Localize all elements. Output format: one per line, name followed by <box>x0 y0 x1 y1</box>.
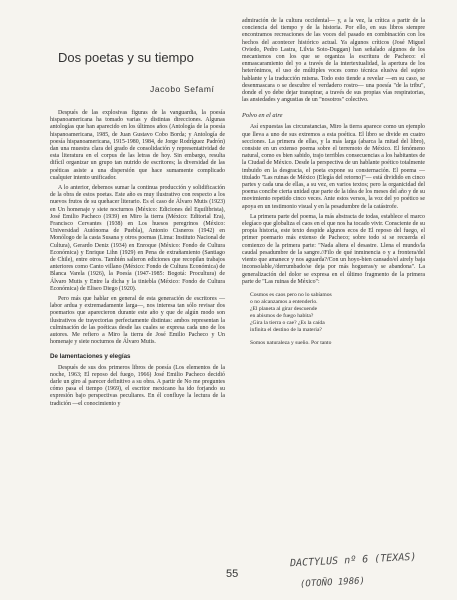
poem-excerpt <box>250 292 425 347</box>
section-heading: De lamentaciones y elegías <box>50 352 131 360</box>
poem-line: en abismos de fuego habita? <box>250 312 314 319</box>
body-paragraph: A lo anterior, debemos sumar la continua producción y solidificación de la obra de estos poetas. Este año es muy ilustrativo con respecto a los nuevos frutos de su quehacer literario. Es el caso de Álvaro Mutis (1923) en Un homenaje y siete nocturnos (México: Ediciones del Equilibrista), José Emilio Pacheco (1939) en Miro la tierra (México: Editorial Era), Francisco Cervantes (1938) en Los huesos peregrinos (México: Universidad Autónoma de Puebla), Antonio Cisneros (1942) en Monólogo de la casta Susana y otros poemas (Lima: Instituto Nacional de Cultura), Gerardo Deniz (1934) en Enroque (México: Fondo de Cultura Económica) y Enrique Lihn (1929) en Pena de extrañamiento (Santiago de Chile), entre otros. También salieron ediciones que recopilan trabajos anteriores como Canto villano (México: Fondo de Cultura Económica) de Blanca Varela (1926), la Poesía (1947-1985: Bogotá: Procultura) de Álvaro Mutis y Entre la dicha y la tiniebla (México: Fondo de Cultura Económica) de Eliseo Diego (1920). <box>50 185 225 292</box>
body-paragraph: Después de sus dos primeros libros de poesía (Los elementos de la noche, 1963; El reposo del fuego, 1966) José Emilio Pacheco decidió darle un giro al parecer definitivo a su obra. A partir de No me preguntes cómo pasa el tiempo (1969), el escritor mexicano ha ido forjando su expresión bajo perspectivas peculiares. En él confluye la lectura de la tradición —el conocimiento y <box>50 364 225 407</box>
handwritten-note: (OTOÑO 1986) <box>299 576 366 590</box>
poem-line: ¿El planeta al girar descuende <box>250 305 318 312</box>
handwritten-note: DACTYLUS nº 6 (TEXAS) <box>289 551 417 570</box>
article-title: Dos poetas y su tiempo <box>58 50 194 65</box>
poem-line: o no alcanzamos a entenderlo. <box>250 298 318 305</box>
poem-line: ¿Gira la tierra o cae? ¿Es la caída <box>250 319 325 326</box>
body-paragraph: La primera parte del poema, la más abstracta de todas, establece el marco elegíaco que globaliza el caos en el que nos ha tocado vivir. Consciente de su propia historia, este texto despide algunos ecos de El reposo del fuego, el primer poemario más extenso de Pacheco; sobre todo si se recuerda el comienzo de la primera parte: "Nada altera el desastre. Llena el mundo/la caudal pesadumbre de la sangre.//Filo de qué inminencia o y a frontera/del viento que amanece y nos aguarda?/Con un hoyo-bien cansado/el airely baja inconsolable,//derrumbado/se deja por más hogueras/y se abandona". La generalización del dolor se expresa en el último fragmento de la primera parte de "Las ruinas de México": <box>242 213 425 285</box>
body-paragraph: Así expuestas las circunstancias, Miro la tierra aparece como un ejemplo que lleva a uno de sus extremos a esta poética. El libro se divide en cuatro secciones. La primera de ellas, y la más larga (abarca la mitad del libro), consiste en un extenso poema sobre el terremoto de México. El fenómeno natural, como es bien sabido, trajo terribles consecuencias a los habitantes de la Ciudad de México. Desde la perspectiva de un hablante poético totalmente imbuido en la desgracia, el poeta expone su consternación. El poema —titulado "Las ruinas de México (Elegía del retorno)"— está dividido en cinco partes y cada una de ellas, a su vez, en varios textos; pero la organicidad del poema concibe cierta unidad que parte de la idea de los meses del año y de su movimiento repetido cinco veces. Ante estos versos, la voz del yo poético se apoya en un testimonio visual y en la pesadumbre de la catástrofe. <box>242 124 425 210</box>
left-column <box>50 110 225 411</box>
poem-line: Somos naturaleza y sueño. Por tanto <box>250 339 332 346</box>
poem-line: infinita el destino de la materia? <box>250 326 322 333</box>
section-heading: Polvo en el aire <box>242 112 283 120</box>
body-paragraph: Pero más que hablar en general de esta generación de escritores —labor ardua y extremadamente larga—, nos interesa tan sólo revisar dos poemarios que aparecieron durante este año y que de algún modo son ilustrativos de trayectorias perfectamente distintas: ambos representan la culminación de las poéticas desde las cuales se expresa cada uno de los autores. Me refiero a Miro la tierra de José Emilio Pacheco y Un homenaje y siete nocturnos de Álvaro Mutis. <box>50 296 225 346</box>
author-name: Jacobo Sefamí <box>150 84 215 94</box>
right-column <box>242 18 425 347</box>
body-paragraph: admiración de la cultura occidental— y, a la vez, la crítica a partir de la conciencia del tiempo y de la historia. Por ello, en sus libros siempre encontramos recreaciones de las voces del pasado en combinación con los hechos del acontecer histórico actual. Ya algunos críticos (José Miguel Oviedo, Pedro Lastra, Lilvia Soto-Duggan) han señalado algunos de los mecanismos con los que se organiza la escritura de Pacheco: el enmascaramiento del yo a través de la intertextualidad, la apertura de los heterónimos, el uso de múltiples voces como técnica elusiva del sujeto hablante y la traducción misma. Todo esto tiende a revelar —en su caso, se desenmascara o se descubre el verdadero rostro— una poesía "de la tribu", donde el yo debe dejar transpirar, a través de sus propias vías respiratorias, las ansiedades y angustias de un "nosotros" colectivo. <box>242 18 425 104</box>
poem-line: Cosmos es caos pero no lo sabíamos <box>250 291 332 298</box>
body-paragraph: Después de las explosivas figuras de la vanguardia, la poesía hispanoamericana ha tomado varias y distintas direcciones. Algunas antologías que han aparecido en los últimos años (Antología de la poesía hispanoamericana, 1985, de Juan Gustavo Cobo Borda; y Antología de poesía hispanoamericana, 1915-1980, 1984, de Jorge Rodríguez Padrón) dan una muestra clara del grado de consolidación y representatividad de esta literatura en el corpus de las letras de hoy. Sin embargo, resulta difícil organizar un grupo tan nutrido de escritores; la diversidad de las poéticas asiste a una dispersión que hace sumamente complicado cualquier intento unificador. <box>50 110 225 181</box>
page-number: 55 <box>226 568 239 580</box>
